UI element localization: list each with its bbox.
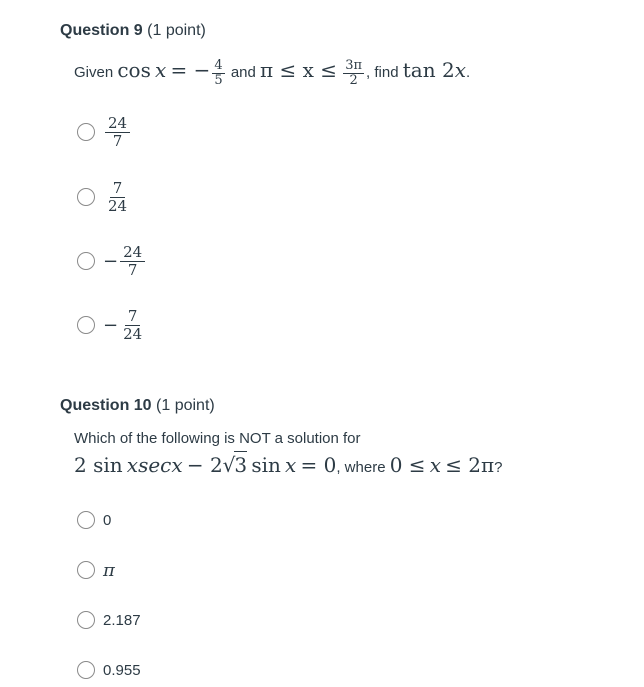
- q9-option-1[interactable]: [77, 115, 130, 149]
- stem-pi-leq: π ≤ x ≤: [260, 58, 338, 82]
- question-10-title: Question 10: [60, 397, 152, 414]
- option-label: − $\frac{24}{7}$: [103, 244, 145, 279]
- sqrt-arg: 3: [234, 453, 248, 477]
- option-label: 0: [103, 511, 112, 529]
- eq-x: x: [285, 453, 297, 477]
- eq-sin: sin: [251, 453, 281, 477]
- radio-button[interactable]: [77, 252, 95, 270]
- option-label: π: [103, 559, 115, 581]
- stem-fraction-4-5: $\frac{4}{5}$: [214, 57, 223, 88]
- stem-and: and: [230, 64, 256, 81]
- stem-given: Given: [74, 64, 114, 81]
- question-9-title: Question 9: [60, 22, 143, 39]
- stem-tan: tan 2: [402, 58, 455, 82]
- option-label: − $\frac{7}{24}$: [103, 306, 143, 343]
- stem-find: , find: [366, 64, 399, 81]
- eq-xsecx: xsecx: [126, 453, 183, 477]
- radio-button[interactable]: [77, 561, 95, 579]
- stem-x2: x: [454, 58, 466, 82]
- radio-button[interactable]: [77, 661, 95, 679]
- question-9-header: [60, 22, 206, 40]
- q10-option-3[interactable]: [77, 603, 141, 637]
- eq-zero-leq: 0 ≤: [389, 453, 426, 477]
- eq-two-sin: 2 sin: [74, 453, 123, 477]
- question-10-points: (1 point): [156, 397, 215, 414]
- option-label: $\frac{7}{24}$: [108, 178, 128, 215]
- question-10-header: [60, 397, 215, 415]
- eq-equals-zero: = 0: [300, 453, 337, 477]
- stem-line1-text: Which of the following is NOT a solution for: [74, 430, 361, 447]
- q10-option-2[interactable]: [77, 553, 115, 587]
- radio-button[interactable]: [77, 511, 95, 529]
- q10-option-4[interactable]: [77, 653, 141, 687]
- sqrt-sign: √: [222, 453, 236, 477]
- q9-option-3[interactable]: [77, 244, 145, 278]
- option-label: $\frac{24}{7}$: [103, 115, 130, 150]
- stem-cos: cos: [117, 58, 151, 82]
- stem-eq-neg: = −: [170, 58, 211, 82]
- eq-qmark: ?: [494, 459, 503, 476]
- radio-button[interactable]: [77, 316, 95, 334]
- question-10-stem-equation: [74, 451, 503, 477]
- q9-option-4[interactable]: [77, 308, 145, 342]
- stem-x: x: [155, 58, 167, 82]
- option-label: 2.187: [103, 611, 141, 629]
- question-10-stem-line1: [74, 430, 361, 447]
- stem-fraction-3pi-2: $\frac{3\pi}{2}$: [345, 57, 363, 88]
- q9-option-2[interactable]: [77, 180, 130, 214]
- eq-leq-2pi: ≤ 2π: [445, 453, 495, 477]
- q10-option-1[interactable]: [77, 503, 111, 537]
- question-9-points: (1 point): [147, 22, 206, 39]
- option-label: 0.955: [103, 661, 141, 679]
- radio-button[interactable]: [77, 123, 95, 141]
- stem-period: .: [465, 64, 471, 81]
- eq-minus2: − 2: [186, 453, 223, 477]
- question-9-stem: [74, 58, 470, 88]
- radio-button[interactable]: [77, 611, 95, 629]
- eq-x2: x: [429, 453, 442, 477]
- radio-button[interactable]: [77, 188, 95, 206]
- eq-where: , where: [336, 459, 386, 476]
